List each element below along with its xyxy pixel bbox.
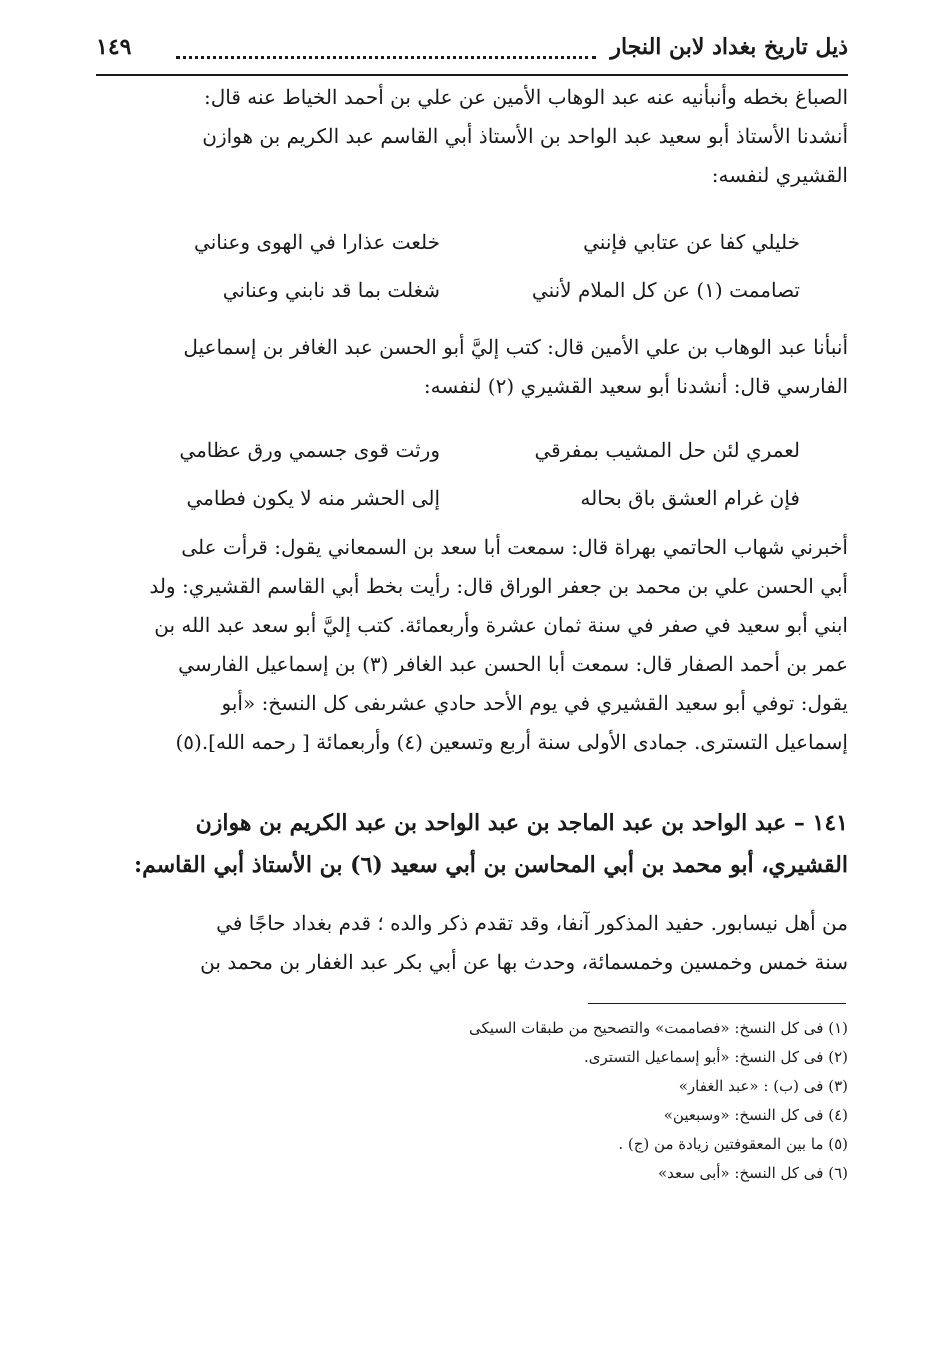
text-line: عمر بن أحمد الصفار قال: سمعت أبا الحسن عبد الغافر (٣) بن إسماعيل الفارسي bbox=[178, 652, 848, 676]
text-line: الفارسي قال: أنشدنا أبو سعيد القشيري (٢) لنفسه: bbox=[423, 374, 848, 398]
entry-heading-141 bbox=[100, 802, 848, 886]
verse-line bbox=[140, 266, 800, 314]
text-line: ابني أبو سعيد في صفر في سنة ثمان عشرة وأربعمائة. كتب إليَّ أبو سعد عبد الله بن bbox=[154, 613, 848, 637]
text-line: سنة خمس وخمسين وخمسمائة، وحدث بها عن أبي بكر عبد الغفار بن محمد بن bbox=[200, 950, 848, 974]
text-line: من أهل نيسابور. حفيد المذكور آنفا، وقد تقدم ذكر والده ؛ قدم بغداد حاجًا في bbox=[216, 911, 848, 935]
first-hemistich: تصاممت (١) عن كل الملام لأنني bbox=[531, 278, 800, 302]
header-title: ذيل تاريخ بغداد لابن النجار bbox=[610, 34, 848, 60]
text-line: إسماعيل التسترى. جمادى الأولى سنة أربع وتسعين (٤) وأربعمائة [ رحمه الله].(٥) bbox=[175, 730, 848, 754]
footnote-1: (١) فى كل النسخ: «فصاممت» والتصحيح من طبقات السيكى bbox=[468, 1019, 848, 1037]
text-line: يقول: توفي أبو سعيد القشيري في يوم الأحد حادي عشرىفى كل النسخ: «أبو bbox=[221, 691, 848, 715]
running-header bbox=[96, 30, 848, 76]
text-line: أنبأنا عبد الوهاب بن علي الأمين قال: كتب إليَّ أبو الحسن عبد الغافر بن إسماعيل bbox=[183, 335, 848, 359]
footnote-5: (٥) ما بين المعقوفتين زيادة من (ج) . bbox=[618, 1135, 848, 1153]
verse-line bbox=[140, 218, 800, 266]
second-hemistich: خلعت عذارا في الهوى وعناني bbox=[194, 230, 440, 254]
verse-line bbox=[140, 426, 800, 474]
footnote-6: (٦) فى كل النسخ: «أبى سعد» bbox=[657, 1164, 848, 1182]
text-line: أنشدنا الأستاذ أبو سعيد عبد الواحد بن الأستاذ أبي القاسم عبد الكريم بن هوازن bbox=[202, 124, 848, 148]
first-hemistich: فإن غرام العشق باق بحاله bbox=[580, 486, 800, 510]
poem-2 bbox=[140, 426, 800, 522]
first-hemistich: لعمري لئن حل المشيب بمفرقي bbox=[534, 438, 800, 462]
verse-line bbox=[140, 474, 800, 522]
text-line: القشيري لنفسه: bbox=[711, 163, 848, 187]
first-hemistich: خليلي كفا عن عتابي فإنني bbox=[583, 230, 800, 254]
text-line: أبي الحسن علي بن محمد بن جعفر الوراق قال: رأيت بخط أبي القاسم القشيري: ولد bbox=[149, 574, 848, 598]
paragraph-4 bbox=[100, 904, 848, 982]
heading-line: القشيري، أبو محمد بن أبي المحاسن بن أبي سعيد (٦) بن الأستاذ أبي القاسم: bbox=[133, 852, 848, 878]
paragraph-2 bbox=[100, 328, 848, 406]
footnote-separator bbox=[588, 1003, 846, 1004]
second-hemistich: شغلت بما قد نابني وعناني bbox=[222, 278, 440, 302]
text-line: الصباغ بخطه وأنبأنيه عنه عبد الوهاب الأمين عن علي بن أحمد الخياط عنه قال: bbox=[203, 85, 848, 109]
paragraph-3 bbox=[100, 528, 848, 762]
header-dotted-leader bbox=[176, 40, 596, 59]
paragraph-1 bbox=[100, 78, 848, 195]
footnote-2: (٢) فى كل النسخ: «أبو إسماعيل التسترى. bbox=[584, 1048, 848, 1066]
poem-1 bbox=[140, 218, 800, 314]
second-hemistich: ورثت قوى جسمي ورق عظامي bbox=[179, 438, 440, 462]
heading-line: ١٤١ – عبد الواحد بن عبد الماجد بن عبد الواحد بن عبد الكريم بن هوازن bbox=[195, 810, 848, 836]
footnotes bbox=[300, 1014, 848, 1188]
footnote-4: (٤) فى كل النسخ: «وسبعين» bbox=[663, 1106, 848, 1124]
text-line: أخبرني شهاب الحاتمي بهراة قال: سمعت أبا سعد بن السمعاني يقول: قرأت على bbox=[181, 535, 848, 559]
page-number: ١٤٩ bbox=[96, 34, 132, 60]
second-hemistich: إلى الحشر منه لا يكون فطامي bbox=[186, 486, 440, 510]
footnote-3: (٣) فى (ب) : «عبد الغفار» bbox=[678, 1077, 848, 1095]
